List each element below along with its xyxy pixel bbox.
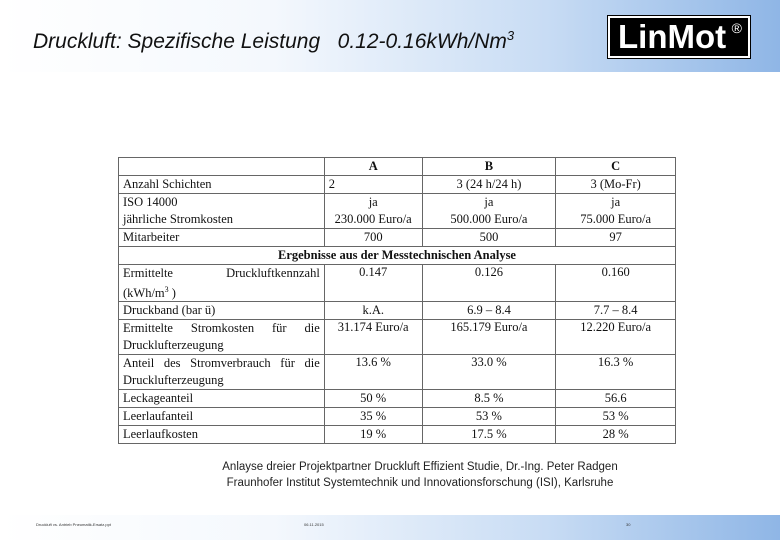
cell-a: 19 % [324,426,422,444]
cell-a: ja [324,194,422,212]
cell-c: 28 % [556,426,676,444]
row-label: Anteil des Stromverbrauch für die [119,355,325,373]
row-label-cont: Drucklufterzeugung [119,337,325,355]
cell-a: 700 [324,229,422,247]
cell-a: 35 % [324,408,422,426]
table-row [119,211,676,229]
cell-c: 97 [556,229,676,247]
cell-b: 165.179 Euro/a [422,320,556,355]
cell-a: 2 [324,176,422,194]
row-label: ISO 14000 [119,194,325,212]
cell-b: 500 [422,229,556,247]
header-cell-a: A [324,158,422,176]
cell-c: 12.220 Euro/a [556,320,676,355]
row-label: Ermittelte Stromkosten für die [119,320,325,338]
table-row [119,194,676,212]
cell-b: 500.000 Euro/a [422,211,556,229]
cell-c: 0.160 [556,265,676,302]
table-row [119,355,676,373]
cell-a: 230.000 Euro/a [324,211,422,229]
cell-b: 53 % [422,408,556,426]
results-table [118,157,676,444]
footer-page-number: 30 [626,522,631,527]
cell-a: k.A. [324,302,422,320]
row-label-unit: ($kWh/m^3$ ) [119,282,325,302]
cell-b: 17.5 % [422,426,556,444]
cell-a: 13.6 % [324,355,422,390]
table-row [119,176,676,194]
caption-line-2: Fraunhofer Institut Systemtechnik und Innovationsforschung (ISI), Karlsruhe [226,477,614,489]
table-header-row [119,158,676,176]
registered-mark: ® [731,20,742,36]
table-row [119,408,676,426]
row-label: Druckband (bar ü) [119,302,325,320]
cell-b: 8.5 % [422,390,556,408]
cell-a: 50 % [324,390,422,408]
row-label: jährliche Stromkosten [119,211,325,229]
cell-c: 3 (Mo-Fr) [556,176,676,194]
table-row [119,265,676,283]
table-row [119,229,676,247]
cell-b: 6.9 – 8.4 [422,302,556,320]
row-label: Leckageanteil [119,390,325,408]
cell-b: ja [422,194,556,212]
cell-b: 33.0 % [422,355,556,390]
row-label: Ermittelte Druckluftkennzahl [119,265,325,283]
cell-c: 16.3 % [556,355,676,390]
table-row [119,302,676,320]
cell-c: ja [556,194,676,212]
table-row [119,320,676,338]
cell-b: 3 (24 h/24 h) [422,176,556,194]
row-label: Leerlaufkosten [119,426,325,444]
section-heading: Ergebnisse aus der Messtechnischen Analyse [119,247,676,265]
section-row [119,247,676,265]
page-title: Druckluft: Spezifische Leistung 0.12-0.16kWh/Nm$^3$ [33,28,515,53]
header-cell-c: C [556,158,676,176]
caption-line-1: Anlayse dreier Projektpartner Druckluft Effizient Studie, Dr.-Ing. Peter Radgen [222,461,618,473]
table-row [119,390,676,408]
header-cell-empty [119,158,325,176]
row-label: Mitarbeiter [119,229,325,247]
linmot-logo: LinMot ® [608,16,750,58]
footer-filename: Druckluft vs. Antrieb Pneumatik-Ersatz.ppt [36,522,111,527]
source-caption [180,459,660,491]
cell-c: 75.000 Euro/a [556,211,676,229]
cell-c: 56.6 [556,390,676,408]
cell-b: 0.126 [422,265,556,302]
cell-c: 7.7 – 8.4 [556,302,676,320]
cell-a: 0.147 [324,265,422,302]
footer-bar [0,515,780,540]
row-label-cont: Drucklufterzeugung [119,372,325,390]
header-cell-b: B [422,158,556,176]
cell-c: 53 % [556,408,676,426]
row-label: Anzahl Schichten [119,176,325,194]
row-label: Leerlaufanteil [119,408,325,426]
cell-a: 31.174 Euro/a [324,320,422,355]
table-row [119,426,676,444]
footer-date: 06.11.2015 [304,522,324,527]
